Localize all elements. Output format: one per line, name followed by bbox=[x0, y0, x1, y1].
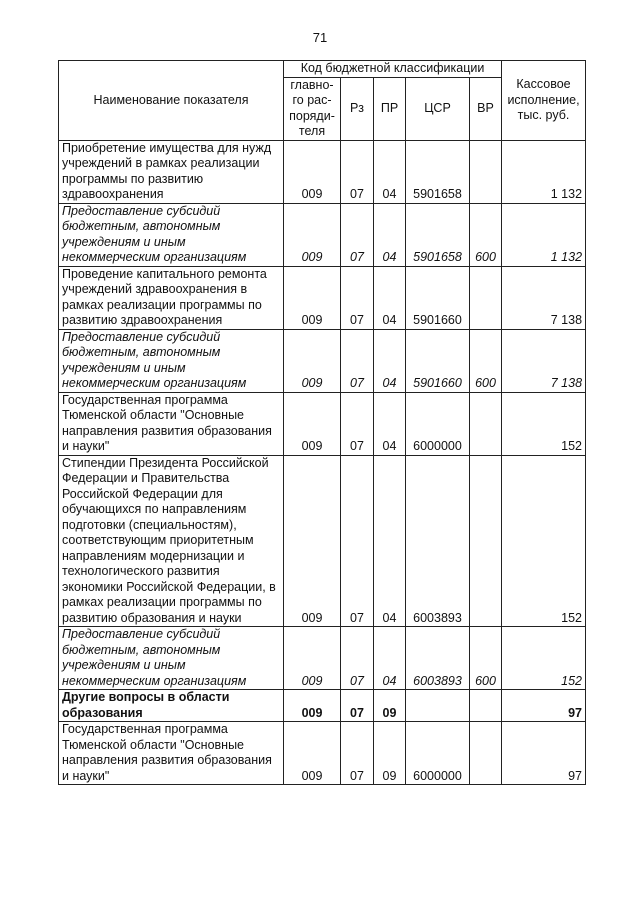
csr-code: 5901658 bbox=[406, 203, 470, 266]
cash-execution-value: 7 138 bbox=[502, 266, 586, 329]
header-pr: ПР bbox=[374, 77, 406, 140]
rz-code: 07 bbox=[341, 203, 374, 266]
indicator-name-line: бюджетным, автономным bbox=[62, 219, 221, 233]
header-glav-line: го рас- bbox=[292, 93, 332, 107]
vr-code bbox=[470, 140, 502, 203]
indicator-name-line: Приобретение имущества для нужд bbox=[62, 140, 272, 155]
table-row bbox=[59, 140, 586, 203]
indicator-name-line: учреждениям и иным bbox=[62, 360, 186, 375]
budget-table bbox=[58, 60, 586, 785]
header-sum-line: исполнение, bbox=[507, 92, 580, 107]
indicator-name-line: Предоставление субсидий bbox=[62, 627, 221, 641]
glav-code: 009 bbox=[284, 627, 341, 690]
glav-code: 009 bbox=[284, 690, 341, 722]
vr-code bbox=[470, 722, 502, 785]
indicator-name-line: Тюменской области "Основные bbox=[62, 408, 245, 422]
indicator-name-line: соответствующим приоритетным bbox=[62, 533, 254, 547]
rz-code: 07 bbox=[341, 329, 374, 392]
vr-code: 600 bbox=[470, 203, 502, 266]
cash-execution-value: 7 138 bbox=[502, 329, 586, 392]
indicator-name-line: Государственная программа bbox=[62, 722, 228, 736]
cash-execution-value: 152 bbox=[502, 392, 586, 455]
indicator-name-line: обучающихся по направлениям bbox=[62, 502, 247, 516]
rz-code: 07 bbox=[341, 392, 374, 455]
indicator-name-line: развитию здравоохранения bbox=[62, 313, 223, 327]
rz-code: 07 bbox=[341, 266, 374, 329]
indicator-name-line: Федерации и Правительства bbox=[62, 471, 230, 485]
indicator-name-line: Тюменской области "Основные bbox=[62, 737, 245, 752]
indicator-name bbox=[59, 392, 284, 455]
glav-code: 009 bbox=[284, 722, 341, 785]
indicator-name bbox=[59, 455, 284, 627]
pr-code: 04 bbox=[374, 203, 406, 266]
pr-code: 09 bbox=[374, 690, 406, 722]
indicator-name-line: направлениям модернизации и bbox=[62, 548, 245, 563]
indicator-name-line: учреждениям и иным bbox=[62, 658, 186, 672]
table-row bbox=[59, 722, 586, 785]
indicator-name bbox=[59, 722, 284, 785]
table-row bbox=[59, 392, 586, 455]
csr-code: 6000000 bbox=[406, 392, 470, 455]
pr-code: 04 bbox=[374, 627, 406, 690]
indicator-name-line: здравоохранения bbox=[62, 187, 164, 201]
indicator-name-line: некоммерческим организациям bbox=[62, 376, 247, 390]
header-vr: ВР bbox=[470, 77, 502, 140]
rz-code: 07 bbox=[341, 140, 374, 203]
header-csr: ЦСР bbox=[406, 77, 470, 140]
indicator-name-line: Стипендии Президента Российской bbox=[62, 455, 269, 470]
cash-execution-value: 152 bbox=[502, 455, 586, 627]
indicator-name bbox=[59, 203, 284, 266]
table-row bbox=[59, 627, 586, 690]
indicator-name-line: Проведение капитального ремонта bbox=[62, 266, 267, 281]
table-body bbox=[59, 140, 586, 785]
indicator-name-line: Государственная программа bbox=[62, 392, 228, 407]
cash-execution-value: 97 bbox=[502, 722, 586, 785]
vr-code: 600 bbox=[470, 627, 502, 690]
header-sum-line: Кассовое bbox=[516, 77, 571, 91]
pr-code: 04 bbox=[374, 392, 406, 455]
indicator-name-line: и науки" bbox=[62, 768, 110, 783]
header-glav-line: главно- bbox=[290, 77, 334, 92]
csr-code: 6003893 bbox=[406, 455, 470, 627]
rz-code: 07 bbox=[341, 722, 374, 785]
indicator-name bbox=[59, 266, 284, 329]
indicator-name-line: рамках реализации программы по bbox=[62, 595, 262, 609]
indicator-name-line: бюджетным, автономным bbox=[62, 642, 221, 657]
indicator-name-line: учреждений здравоохранения в bbox=[62, 282, 248, 296]
table-row bbox=[59, 266, 586, 329]
vr-code: 600 bbox=[470, 329, 502, 392]
pr-code: 09 bbox=[374, 722, 406, 785]
csr-code: 5901660 bbox=[406, 329, 470, 392]
indicator-name-line: развитию образования и науки bbox=[62, 610, 242, 625]
indicator-name bbox=[59, 690, 284, 722]
indicator-name-line: Предоставление субсидий bbox=[62, 203, 221, 218]
rz-code: 07 bbox=[341, 690, 374, 722]
page-number: 71 bbox=[312, 30, 328, 45]
indicator-name-line: учреждений в рамках реализации bbox=[62, 156, 260, 170]
header-glav-line: теля bbox=[298, 124, 326, 138]
csr-code: 5901660 bbox=[406, 266, 470, 329]
cash-execution-value: 97 bbox=[502, 690, 586, 722]
indicator-name-line: некоммерческим организациям bbox=[62, 673, 247, 688]
indicator-name-line: направления развития образования bbox=[62, 753, 272, 767]
indicator-name-line: направления развития образования bbox=[62, 423, 272, 438]
vr-code bbox=[470, 455, 502, 627]
cash-execution-value: 1 132 bbox=[502, 203, 586, 266]
indicator-name-line: Российской Федерации для bbox=[62, 486, 223, 501]
glav-code: 009 bbox=[284, 455, 341, 627]
glav-code: 009 bbox=[284, 140, 341, 203]
vr-code bbox=[470, 266, 502, 329]
pr-code: 04 bbox=[374, 266, 406, 329]
glav-code: 009 bbox=[284, 203, 341, 266]
table-row bbox=[59, 329, 586, 392]
indicator-name-line: подготовки (специальностям), bbox=[62, 517, 237, 532]
indicator-name bbox=[59, 140, 284, 203]
cash-execution-value: 152 bbox=[502, 627, 586, 690]
indicator-name bbox=[59, 329, 284, 392]
csr-code: 6000000 bbox=[406, 722, 470, 785]
indicator-name bbox=[59, 627, 284, 690]
indicator-name-line: Предоставление субсидий bbox=[62, 329, 221, 344]
csr-code: 6003893 bbox=[406, 627, 470, 690]
glav-code: 009 bbox=[284, 392, 341, 455]
indicator-name-line: рамках реализации программы по bbox=[62, 297, 262, 312]
vr-code bbox=[470, 690, 502, 722]
rz-code: 07 bbox=[341, 627, 374, 690]
csr-code bbox=[406, 690, 470, 722]
table-row bbox=[59, 690, 586, 722]
table-row bbox=[59, 455, 586, 627]
indicator-name-line: программы по развитию bbox=[62, 171, 204, 186]
pr-code: 04 bbox=[374, 329, 406, 392]
indicator-name-line: бюджетным, автономным bbox=[62, 345, 221, 359]
indicator-name-line: экономики Российской Федерации, в bbox=[62, 579, 276, 594]
header-sum-line: тыс. руб. bbox=[517, 108, 570, 122]
indicator-name-line: Другие вопросы в области bbox=[62, 690, 230, 704]
vr-code bbox=[470, 392, 502, 455]
indicator-name-line: некоммерческим организациям bbox=[62, 250, 247, 264]
glav-code: 009 bbox=[284, 329, 341, 392]
indicator-name-line: образования bbox=[62, 705, 143, 720]
indicator-name-line: технологического развития bbox=[62, 564, 220, 578]
header-glav-line: поряди- bbox=[289, 108, 335, 123]
rz-code: 07 bbox=[341, 455, 374, 627]
glav-code: 009 bbox=[284, 266, 341, 329]
cash-execution-value: 1 132 bbox=[502, 140, 586, 203]
indicator-name-line: учреждениям и иным bbox=[62, 234, 186, 249]
header-rz: Рз bbox=[341, 77, 374, 140]
pr-code: 04 bbox=[374, 140, 406, 203]
header-kbk-group: Код бюджетной классификации bbox=[284, 61, 502, 78]
indicator-name-line: и науки" bbox=[62, 439, 110, 453]
header-cash-execution bbox=[502, 61, 586, 141]
header-name: Наименование показателя bbox=[59, 61, 284, 141]
csr-code: 5901658 bbox=[406, 140, 470, 203]
table-row bbox=[59, 203, 586, 266]
header-glav bbox=[284, 77, 341, 140]
pr-code: 04 bbox=[374, 455, 406, 627]
